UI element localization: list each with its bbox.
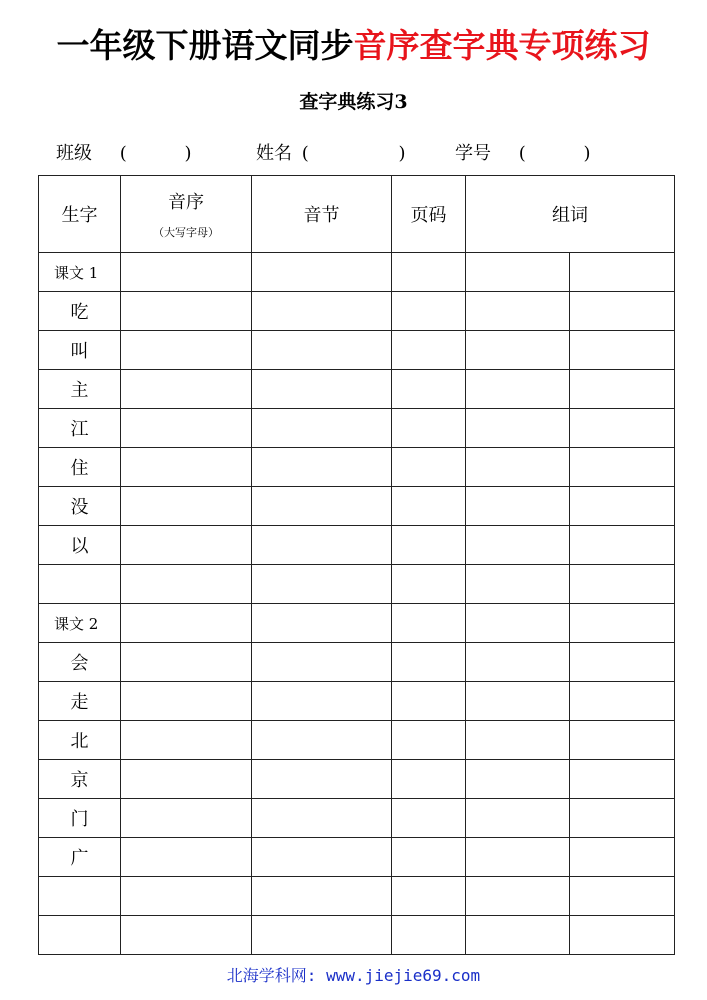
- number-field: [455, 140, 591, 168]
- words-cell-2[interactable]: [570, 487, 675, 526]
- table-row: [39, 487, 675, 526]
- words-cell-1[interactable]: [466, 604, 570, 643]
- order-cell[interactable]: [121, 799, 252, 838]
- header-syllable: 音节: [252, 176, 392, 253]
- words-cell-2[interactable]: [570, 799, 675, 838]
- table-row: [39, 682, 675, 721]
- order-cell[interactable]: [121, 916, 252, 955]
- table-row: [39, 526, 675, 565]
- table-row: [39, 916, 675, 955]
- syllable-cell[interactable]: [252, 331, 392, 370]
- table-row: [39, 370, 675, 409]
- order-cell[interactable]: [121, 370, 252, 409]
- words-cell-1[interactable]: [466, 292, 570, 331]
- order-cell[interactable]: [121, 760, 252, 799]
- name-open-paren: (: [301, 143, 309, 164]
- words-cell-2[interactable]: [570, 877, 675, 916]
- page-cell[interactable]: [392, 448, 466, 487]
- header-page: 页码: [392, 176, 466, 253]
- page-cell[interactable]: [392, 643, 466, 682]
- table-row: [39, 292, 675, 331]
- syllable-cell[interactable]: [252, 526, 392, 565]
- words-cell-2[interactable]: [570, 682, 675, 721]
- words-cell-2[interactable]: [570, 565, 675, 604]
- words-cell-2[interactable]: [570, 448, 675, 487]
- title-black: 一年级下册语文同步: [56, 26, 354, 65]
- class-open-paren: (: [119, 143, 127, 164]
- words-cell-1[interactable]: [466, 799, 570, 838]
- words-cell-1[interactable]: [466, 721, 570, 760]
- syllable-cell[interactable]: [252, 916, 392, 955]
- header-order-label: 音序: [168, 192, 204, 213]
- syllable-cell[interactable]: [252, 370, 392, 409]
- page-cell[interactable]: [392, 253, 466, 292]
- table-row: [39, 721, 675, 760]
- words-cell-1[interactable]: [466, 448, 570, 487]
- table-header-row: [39, 176, 675, 253]
- words-cell-1[interactable]: [466, 682, 570, 721]
- order-cell[interactable]: [121, 292, 252, 331]
- table-row: [39, 565, 675, 604]
- words-cell-1[interactable]: [466, 565, 570, 604]
- page-cell[interactable]: [392, 331, 466, 370]
- character-cell: [39, 916, 121, 955]
- syllable-cell[interactable]: [252, 760, 392, 799]
- words-cell-2[interactable]: [570, 292, 675, 331]
- words-cell-1[interactable]: [466, 253, 570, 292]
- words-cell-2[interactable]: [570, 253, 675, 292]
- words-cell-2[interactable]: [570, 916, 675, 955]
- words-cell-1[interactable]: [466, 409, 570, 448]
- dictionary-practice-table: [38, 175, 675, 955]
- class-field: [56, 140, 192, 168]
- order-cell[interactable]: [121, 682, 252, 721]
- table-row: [39, 643, 675, 682]
- page-cell[interactable]: [392, 565, 466, 604]
- number-open-paren: (: [518, 143, 526, 164]
- name-close-paren: ): [398, 143, 406, 164]
- syllable-cell[interactable]: [252, 682, 392, 721]
- words-cell-2[interactable]: [570, 370, 675, 409]
- words-cell-2[interactable]: [570, 838, 675, 877]
- page-cell[interactable]: [392, 487, 466, 526]
- order-cell[interactable]: [121, 838, 252, 877]
- header-char: 生字: [39, 176, 121, 253]
- character-cell: 住: [39, 448, 121, 487]
- page-cell[interactable]: [392, 916, 466, 955]
- order-cell[interactable]: [121, 253, 252, 292]
- syllable-cell[interactable]: [252, 448, 392, 487]
- order-cell[interactable]: [121, 643, 252, 682]
- character-cell: 广: [39, 838, 121, 877]
- syllable-cell[interactable]: [252, 604, 392, 643]
- order-cell[interactable]: [121, 331, 252, 370]
- header-order-note: （大写字母）: [153, 226, 219, 239]
- words-cell-1[interactable]: [466, 331, 570, 370]
- character-cell: 吃: [39, 292, 121, 331]
- words-cell-1[interactable]: [466, 370, 570, 409]
- syllable-cell[interactable]: [252, 292, 392, 331]
- character-cell: 叫: [39, 331, 121, 370]
- page-cell[interactable]: [392, 760, 466, 799]
- header-order: [121, 176, 252, 253]
- syllable-cell[interactable]: [252, 409, 392, 448]
- order-cell[interactable]: [121, 409, 252, 448]
- words-cell-1[interactable]: [466, 487, 570, 526]
- class-close-paren: ): [184, 143, 192, 164]
- syllable-cell[interactable]: [252, 565, 392, 604]
- words-cell-2[interactable]: [570, 604, 675, 643]
- words-cell-2[interactable]: [570, 409, 675, 448]
- character-cell: 北: [39, 721, 121, 760]
- table-row: [39, 448, 675, 487]
- syllable-cell[interactable]: [252, 487, 392, 526]
- lesson-label: 课文 1: [39, 253, 121, 292]
- character-cell: 以: [39, 526, 121, 565]
- words-cell-2[interactable]: [570, 721, 675, 760]
- character-cell: [39, 565, 121, 604]
- syllable-cell[interactable]: [252, 877, 392, 916]
- words-cell-2[interactable]: [570, 760, 675, 799]
- character-cell: 没: [39, 487, 121, 526]
- footer-watermark: 北海学科网: www.jiejie69.com: [226, 966, 481, 985]
- words-cell-1[interactable]: [466, 526, 570, 565]
- page-cell[interactable]: [392, 292, 466, 331]
- character-cell: 会: [39, 643, 121, 682]
- words-cell-1[interactable]: [466, 643, 570, 682]
- table-row: [39, 253, 675, 292]
- page-cell[interactable]: [392, 604, 466, 643]
- syllable-cell[interactable]: [252, 838, 392, 877]
- order-cell[interactable]: [121, 604, 252, 643]
- number-close-paren: ): [583, 143, 591, 164]
- character-cell: 京: [39, 760, 121, 799]
- name-label: 姓名: [256, 143, 292, 164]
- page-cell[interactable]: [392, 370, 466, 409]
- page-cell[interactable]: [392, 799, 466, 838]
- order-cell[interactable]: [121, 565, 252, 604]
- page-cell[interactable]: [392, 721, 466, 760]
- table-row: [39, 799, 675, 838]
- number-label: 学号: [455, 143, 491, 164]
- worksheet-subtitle: 查字典练习3: [299, 91, 408, 113]
- page-title: [0, 20, 707, 72]
- lesson-label: 课文 2: [39, 604, 121, 643]
- name-field: [256, 140, 406, 168]
- page-cell[interactable]: [392, 838, 466, 877]
- character-cell: 主: [39, 370, 121, 409]
- table-row: [39, 838, 675, 877]
- words-cell-1[interactable]: [466, 760, 570, 799]
- table-row: [39, 331, 675, 370]
- page-cell[interactable]: [392, 682, 466, 721]
- page-cell[interactable]: [392, 526, 466, 565]
- table-row: [39, 409, 675, 448]
- syllable-cell[interactable]: [252, 643, 392, 682]
- page-cell[interactable]: [392, 877, 466, 916]
- words-cell-2[interactable]: [570, 331, 675, 370]
- words-cell-2[interactable]: [570, 643, 675, 682]
- words-cell-1[interactable]: [466, 877, 570, 916]
- words-cell-2[interactable]: [570, 526, 675, 565]
- syllable-cell[interactable]: [252, 253, 392, 292]
- order-cell[interactable]: [121, 721, 252, 760]
- order-cell[interactable]: [121, 526, 252, 565]
- order-cell[interactable]: [121, 877, 252, 916]
- character-cell: [39, 877, 121, 916]
- order-cell[interactable]: [121, 487, 252, 526]
- table-row: [39, 604, 675, 643]
- character-cell: 江: [39, 409, 121, 448]
- words-cell-1[interactable]: [466, 838, 570, 877]
- page-cell[interactable]: [392, 409, 466, 448]
- character-cell: 走: [39, 682, 121, 721]
- syllable-cell[interactable]: [252, 721, 392, 760]
- table-row: [39, 760, 675, 799]
- character-cell: 门: [39, 799, 121, 838]
- title-red: 音序查字典专项练习: [353, 26, 651, 65]
- order-cell[interactable]: [121, 448, 252, 487]
- table-row: [39, 877, 675, 916]
- header-words: 组词: [466, 176, 675, 253]
- words-cell-1[interactable]: [466, 916, 570, 955]
- syllable-cell[interactable]: [252, 799, 392, 838]
- class-label: 班级: [56, 143, 92, 164]
